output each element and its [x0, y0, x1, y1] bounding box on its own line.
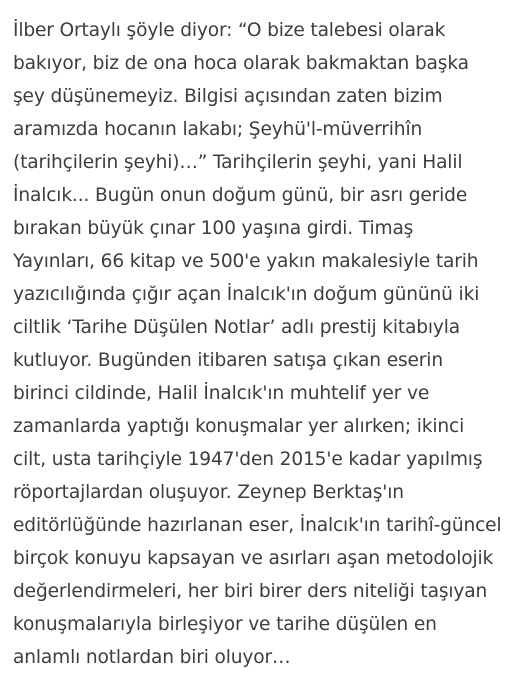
article-line: editörlüğünde hazırlanan eser, İnalcık'ın tarihî-güncel	[13, 515, 502, 536]
article-line: ciltlik ‘Tarihe Düşülen Notlar’ adlı prestij kitabıyla	[13, 317, 461, 338]
article-line: röportajlardan oluşuyor. Zeynep Berktaş'ın	[13, 482, 404, 503]
article-line: şey düşünemeyiz. Bilgisi açısından zaten bizim	[13, 86, 443, 107]
article-line: birinci cildinde, Halil İnalcık'ın muhtelif yer ve	[13, 383, 430, 404]
article-line: birçok konuyu kapsayan ve asırları aşan metodolojik	[13, 548, 494, 569]
article-line: değerlendirmeleri, her biri birer ders niteliği taşıyan	[13, 581, 488, 602]
article-line: İnalcık... Bugün onun doğum günü, bir asrı geride	[13, 185, 468, 206]
article-line: cilt, usta tarihçiyle 1947'den 2015'e kadar yapılmış	[13, 449, 483, 470]
article-line: anlamlı notlardan biri oluyor…	[13, 647, 291, 668]
article-line: kutluyor. Bugünden itibaren satışa çıkan eserin	[13, 350, 443, 371]
article-line: zamanlarda yaptığı konuşmalar yer alırken; ikinci	[13, 416, 465, 437]
article-line: Yayınları, 66 kitap ve 500'e yakın makalesiyle tarih	[13, 251, 479, 272]
article-line: bakıyor, biz de ona hoca olarak bakmaktan başka	[13, 53, 469, 74]
article-line: yazıcılığında çığır açan İnalcık'ın doğum gününü iki	[13, 284, 480, 305]
article-line: İlber Ortaylı şöyle diyor: “O bize talebesi olarak	[13, 20, 446, 41]
article-line: (tarihçilerin şeyhi)…” Tarihçilerin şeyhi, yani Halil	[13, 152, 463, 173]
article-line: konuşmalarıyla birleşiyor ve tarihe düşülen en	[13, 614, 437, 635]
article-line: aramızda hocanın lakabı; Şeyhü'l-müverrihîn	[13, 119, 423, 140]
article-line: bırakan büyük çınar 100 yaşına girdi. Timaş	[13, 218, 414, 239]
